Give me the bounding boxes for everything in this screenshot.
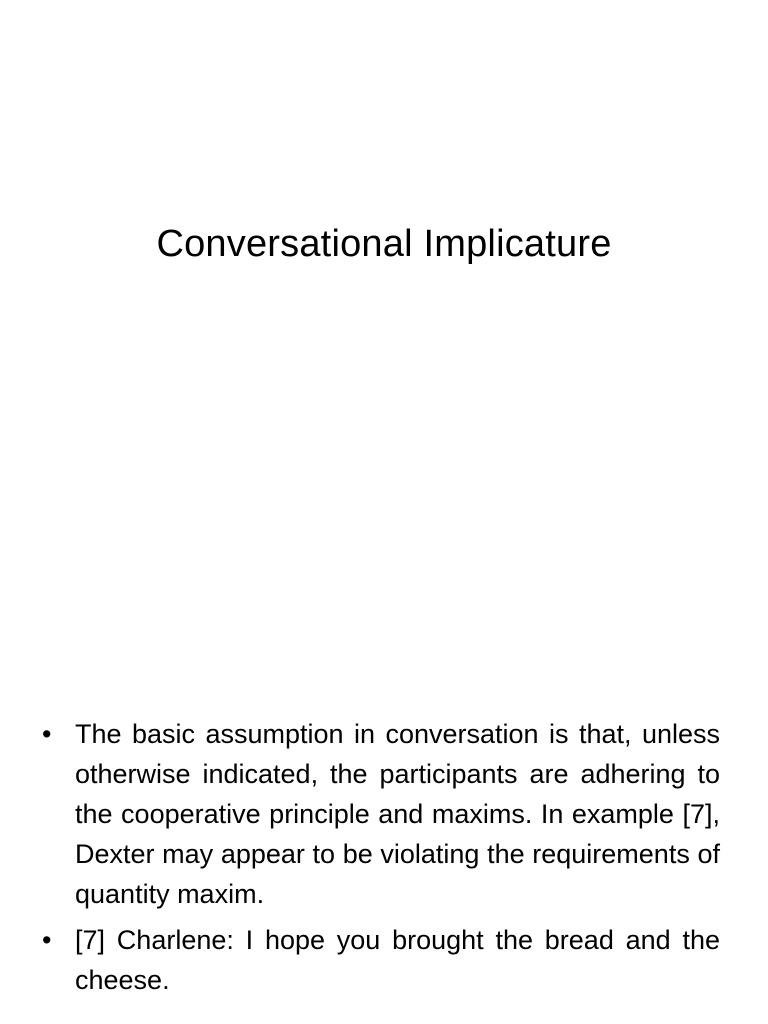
bullet-text: The basic assumption in conversation is that, unless otherwise indicated, the participants are adhering to the cooperative principle and maxims. In example [7], Dexter may appear to be violating the requirements of quantity maxim. bbox=[75, 719, 720, 909]
bullet-item bbox=[0, 920, 768, 1000]
bullet-item bbox=[0, 714, 768, 914]
bullet-text: [7] Charlene: I hope you brought the bread and the cheese. bbox=[75, 925, 720, 995]
slide-title: Conversational Implicature bbox=[156, 223, 612, 265]
bullet-icon: • bbox=[42, 925, 52, 955]
bullet-list bbox=[0, 714, 768, 1006]
bullet-icon: • bbox=[42, 719, 52, 749]
